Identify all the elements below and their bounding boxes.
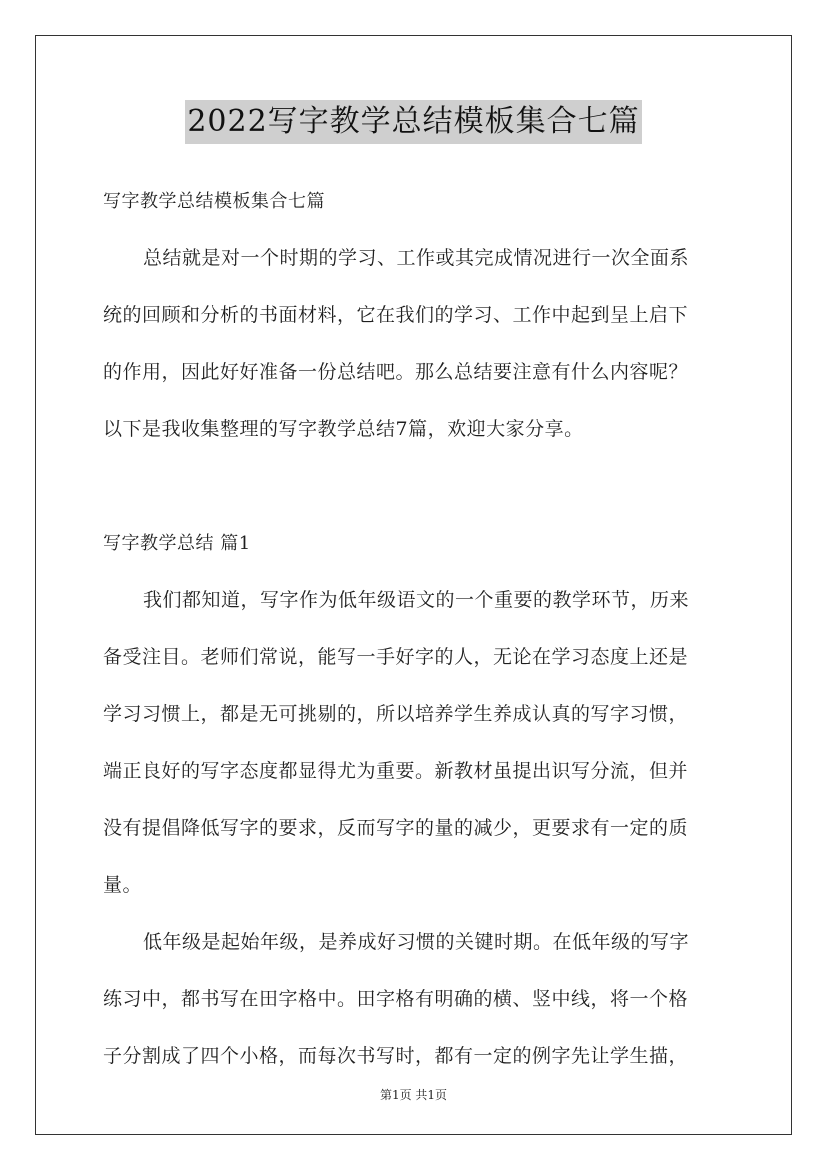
intro-line: 的作用，因此好好准备一份总结吧。那么总结要注意有什么内容呢？ <box>103 361 689 383</box>
paragraph-line: 子分割成了四个小格，而每次书写时，都有一定的例字先让学生描， <box>103 1045 689 1067</box>
title-container <box>0 100 827 144</box>
intro-line: 以下是我收集整理的写字教学总结7篇，欢迎大家分享。 <box>103 418 584 440</box>
document-subtitle: 写字教学总结模板集合七篇 <box>103 191 325 212</box>
section-heading: 写字教学总结 篇1 <box>103 533 251 554</box>
paragraph-line: 我们都知道，写字作为低年级语文的一个重要的教学环节，历来 <box>143 589 690 611</box>
document-title: 2022写字教学总结模板集合七篇 <box>185 100 641 144</box>
paragraph-line: 没有提倡降低写字的要求，反而写字的量的减少，更要求有一定的质 <box>103 817 689 839</box>
paragraph-line: 练习中，都书写在田字格中。田字格有明确的横、竖中线，将一个格 <box>103 988 689 1010</box>
paragraph-line: 备受注目。老师们常说，能写一手好字的人，无论在学习态度上还是 <box>103 646 689 668</box>
paragraph-line: 低年级是起始年级，是养成好习惯的关键时期。在低年级的写字 <box>143 931 690 953</box>
intro-line: 总结就是对一个时期的学习、工作或其完成情况进行一次全面系 <box>143 247 690 269</box>
paragraph-line: 端正良好的写字态度都显得尤为重要。新教材虽提出识写分流，但并 <box>103 760 689 782</box>
intro-line: 统的回顾和分析的书面材料，它在我们的学习、工作中起到呈上启下 <box>103 304 689 326</box>
spacer <box>103 458 725 515</box>
paragraph-line: 量。 <box>103 874 143 896</box>
document-body <box>103 173 725 1085</box>
page-footer: 第1页 共1页 <box>379 1088 448 1102</box>
paragraph-line: 学习习惯上，都是无可挑剔的，所以培养学生养成认真的写字习惯， <box>103 703 689 725</box>
